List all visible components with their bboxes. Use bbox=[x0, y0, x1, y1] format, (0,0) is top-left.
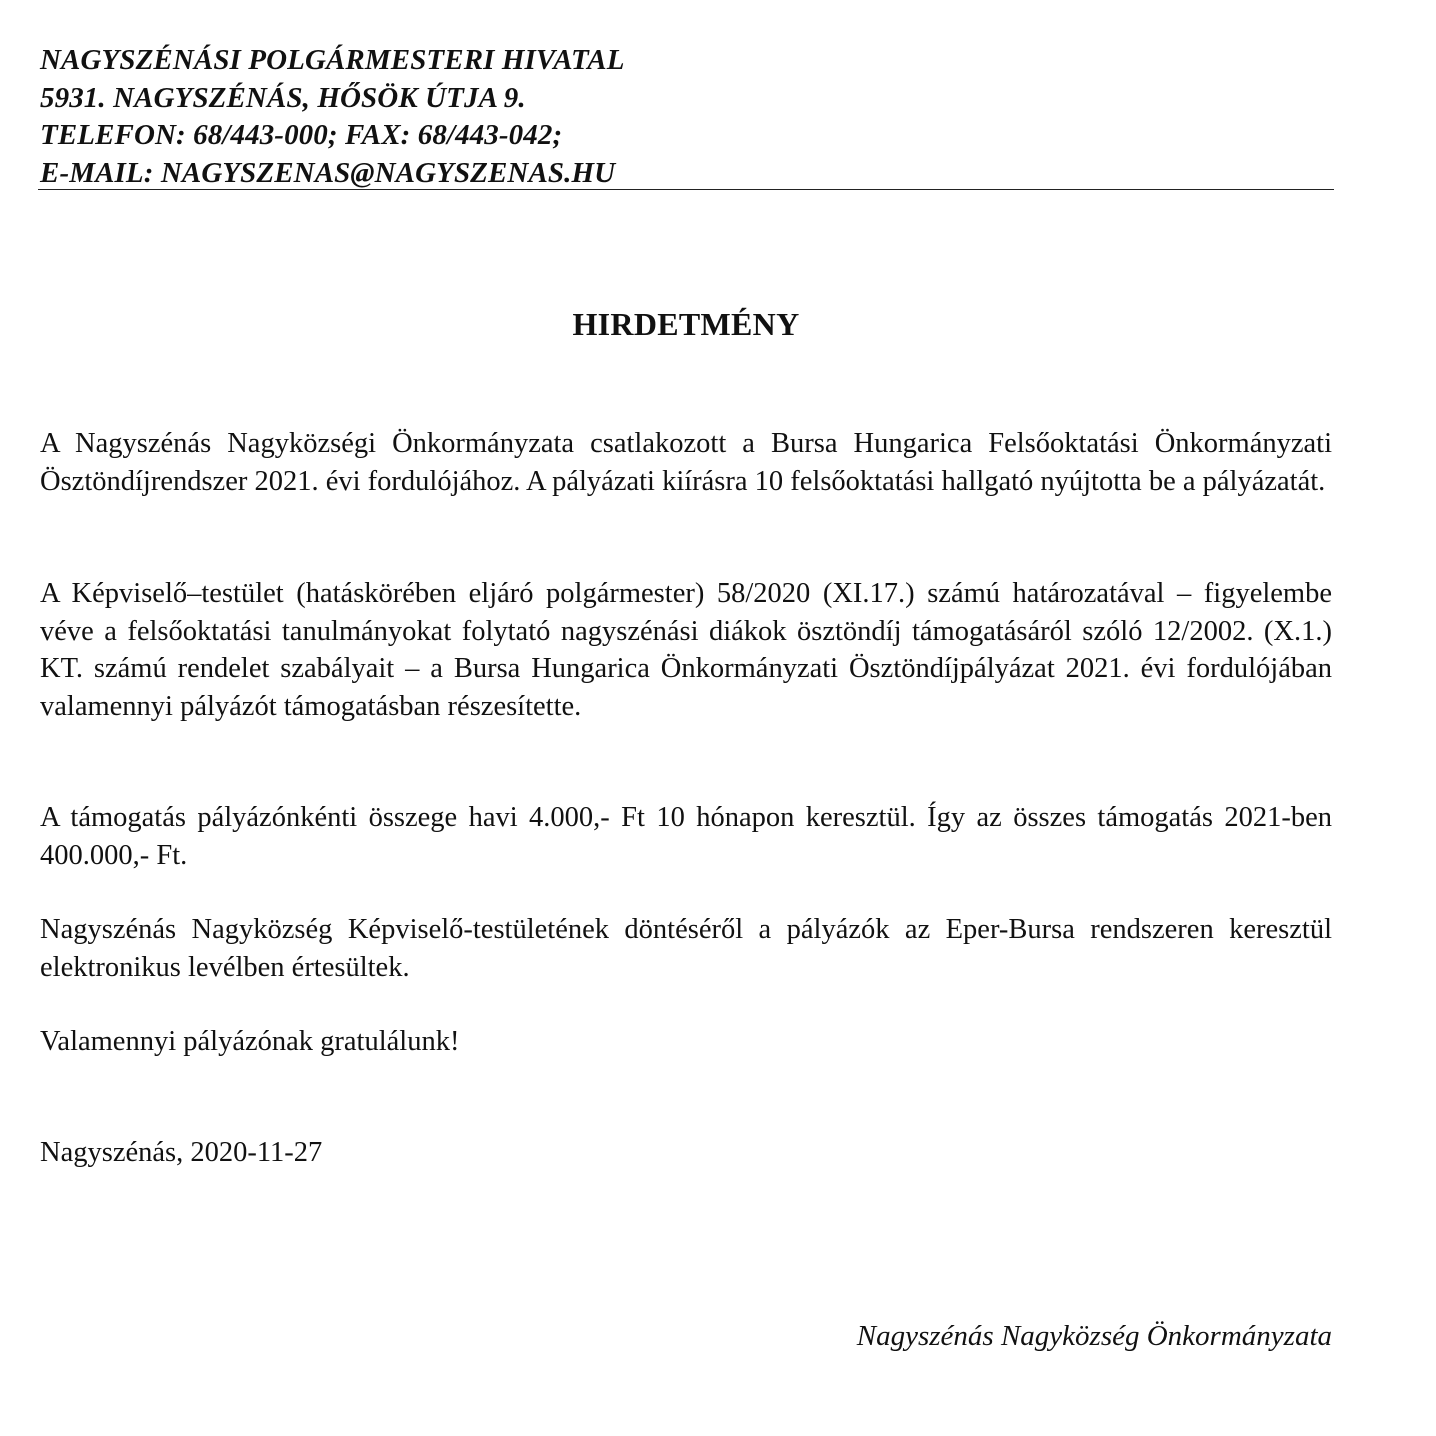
paragraph-announcement: A Nagyszénás Nagyközségi Önkormányzata csatlakozott a Bursa Hungarica Felsőoktatási Önkormányzati Ösztöndíjrendszer 2021. évi fordulójához. A pályázati kiírásra 10 felsőoktatási hallgató nyújtotta be a pályázatát. bbox=[40, 428, 1332, 497]
letterhead-office-name: NAGYSZÉNÁSI POLGÁRMESTERI HIVATAL bbox=[40, 44, 625, 76]
paragraph-notification: Nagyszénás Nagyközség Képviselő-testületének döntéséről a pályázók az Eper-Bursa rendszeren keresztül elektronikus levélben értesültek. bbox=[40, 914, 1332, 983]
letterhead-email: E-MAIL: NAGYSZENAS@NAGYSZENAS.HU bbox=[40, 156, 616, 189]
place-and-date: Nagyszénás, 2020-11-27 bbox=[40, 1137, 323, 1168]
document-title: HIRDETMÉNY bbox=[572, 306, 800, 342]
letterhead-phone-fax: TELEFON: 68/443-000; FAX: 68/443-042; bbox=[40, 119, 563, 151]
letterhead bbox=[40, 42, 1335, 192]
paragraph-amount: A támogatás pályázónkénti összege havi 4.000,- Ft 10 hónapon keresztül. Így az összes támogatás 2021-ben 400.000,- Ft. bbox=[40, 802, 1332, 871]
paragraph-resolution: A Képviselő–testület (hatáskörében eljáró polgármester) 58/2020 (XI.17.) számú határozatával – figyelembe véve a felsőoktatási tanulmányokat folytató nagyszénási diákok ösztöndíj támogatásáról szóló 12/2002. (X.1.) KT. számú rendelet szabályait – a Bursa Hungarica Önkormányzati Ösztöndíjpályázat 2021. évi fordulójában valamennyi pályázót támogatásban részesítette. bbox=[40, 578, 1332, 722]
paragraph-congratulations: Valamennyi pályázónak gratulálunk! bbox=[40, 1026, 460, 1057]
letterhead-address: 5931. NAGYSZÉNÁS, HŐSÖK ÚTJA 9. bbox=[40, 81, 526, 114]
letterhead-divider bbox=[38, 189, 1334, 190]
signature: Nagyszénás Nagyközség Önkormányzata bbox=[856, 1320, 1332, 1352]
